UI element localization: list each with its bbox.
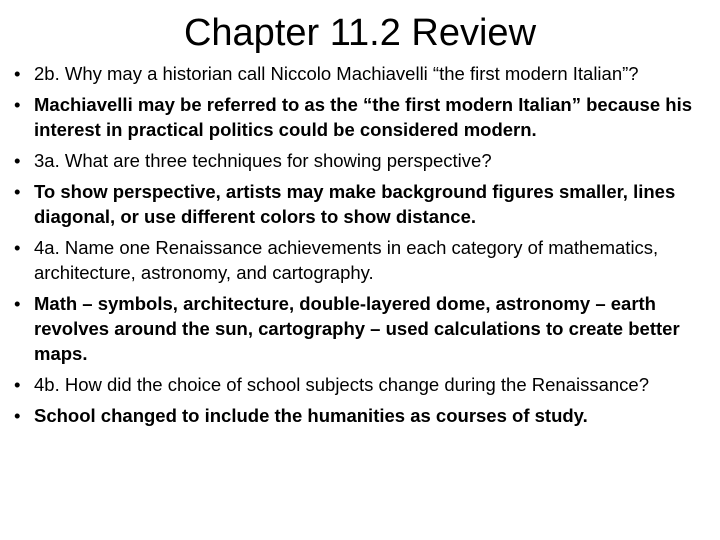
bullet-dot-icon: • bbox=[14, 374, 21, 395]
bullet-item-question-2b bbox=[14, 61, 704, 86]
bullet-dot-icon: • bbox=[14, 94, 21, 115]
bullet-text: 4a. Name one Renaissance achievements in each category of mathematics, architecture, astronomy, and cartography. bbox=[34, 237, 659, 283]
bullet-text: Machiavelli may be referred to as the “the first modern Italian” because his interest in practical politics could be considered modern. bbox=[34, 94, 692, 140]
bullet-item-answer-2b bbox=[14, 92, 704, 142]
bullet-list bbox=[14, 61, 704, 434]
bullet-item-question-3a bbox=[14, 148, 704, 173]
bullet-dot-icon: • bbox=[14, 150, 21, 171]
bullet-dot-icon: • bbox=[14, 237, 21, 258]
bullet-item-answer-4a bbox=[14, 291, 704, 366]
bullet-item-question-4a bbox=[14, 235, 704, 285]
bullet-dot-icon: • bbox=[14, 405, 21, 426]
bullet-item-question-4b bbox=[14, 372, 704, 397]
bullet-dot-icon: • bbox=[14, 63, 21, 84]
bullet-dot-icon: • bbox=[14, 293, 21, 314]
bullet-text: 2b. Why may a historian call Niccolo Machiavelli “the first modern Italian”? bbox=[34, 63, 639, 84]
slide-title: Chapter 11.2 Review bbox=[183, 12, 537, 54]
bullet-dot-icon: • bbox=[14, 181, 21, 202]
bullet-text: 4b. How did the choice of school subjects change during the Renaissance? bbox=[34, 374, 649, 395]
bullet-text: School changed to include the humanities as courses of study. bbox=[34, 405, 588, 426]
bullet-text: To show perspective, artists may make background figures smaller, lines diagonal, or use different colors to show distance. bbox=[34, 181, 676, 227]
bullet-text: 3a. What are three techniques for showing perspective? bbox=[34, 150, 492, 171]
bullet-item-answer-4b bbox=[14, 403, 704, 428]
bullet-text: Math – symbols, architecture, double-layered dome, astronomy – earth revolves around the sun, cartography – used calculations to create better maps. bbox=[34, 293, 680, 364]
bullet-item-answer-3a bbox=[14, 179, 704, 229]
